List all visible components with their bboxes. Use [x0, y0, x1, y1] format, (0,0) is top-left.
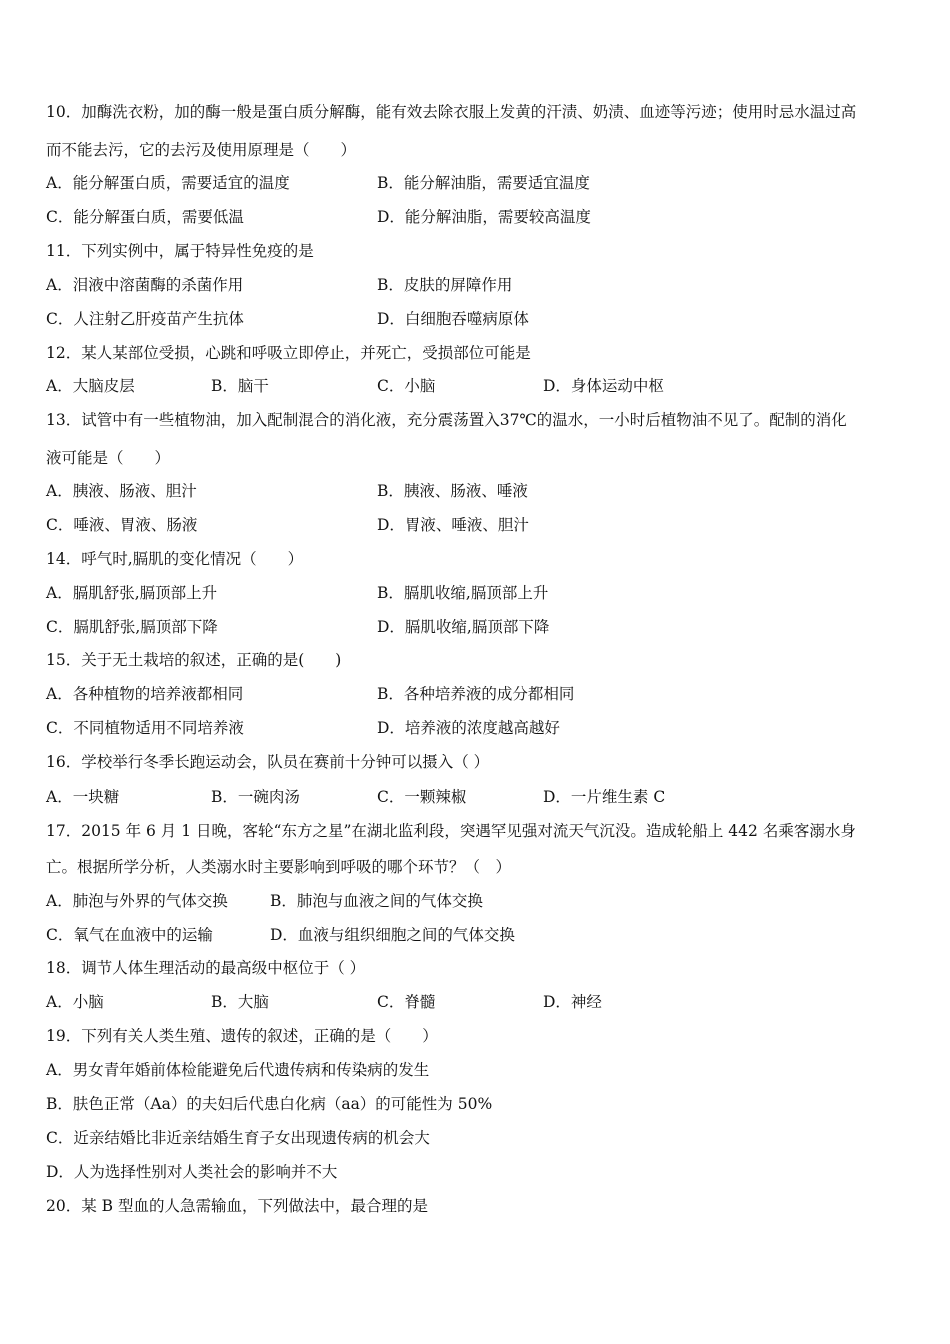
question-19-option-d: D．人为选择性别对人类社会的影响并不大 — [46, 1163, 338, 1181]
question-17-option-c: C．氧气在血液中的运输 — [46, 926, 213, 944]
question-11-stem: 11．下列实例中，属于特异性免疫的是 — [46, 242, 314, 260]
question-10-stem-line-2: 而不能去污，它的去污及使用原理是（ ） — [46, 141, 357, 159]
question-12-stem: 12．某人某部位受损，心跳和呼吸立即停止，并死亡，受损部位可能是 — [46, 344, 531, 362]
question-14-option-a: A．膈肌舒张,膈顶部上升 — [46, 584, 218, 602]
question-11-option-d: D．白细胞吞噬病原体 — [377, 310, 529, 328]
question-13-stem-line-2: 液可能是（ ） — [46, 449, 171, 467]
question-10-option-b: B．能分解油脂，需要适宜温度 — [377, 174, 590, 192]
question-16-option-a: A．一块糖 — [46, 788, 120, 806]
question-15-option-d: D．培养液的浓度越高越好 — [377, 719, 560, 737]
question-17-option-a: A．肺泡与外界的气体交换 — [46, 892, 228, 910]
question-15-option-a: A．各种植物的培养液都相同 — [46, 685, 244, 703]
question-17-stem-line-1: 17．2015 年 6 月 1 日晚，客轮“东方之星”在湖北监利段，突遇罕见强对流天气沉没。造成轮船上 442 名乘客溺水身 — [46, 822, 856, 840]
question-18-option-d: D．神经 — [543, 993, 602, 1011]
question-13-option-d: D．胃液、唾液、胆汁 — [377, 516, 529, 534]
question-16-option-c: C．一颗辣椒 — [377, 788, 467, 806]
question-14-option-d: D．膈肌收缩,膈顶部下降 — [377, 618, 550, 636]
question-16-option-b: B．一碗肉汤 — [211, 788, 300, 806]
question-10-option-c: C．能分解蛋白质，需要低温 — [46, 208, 244, 226]
question-15-option-b: B．各种培养液的成分都相同 — [377, 685, 575, 703]
question-11-option-c: C．人注射乙肝疫苗产生抗体 — [46, 310, 244, 328]
question-14-stem: 14．呼气时,膈肌的变化情况（ ） — [46, 550, 304, 568]
question-15-stem: 15．关于无土栽培的叙述，正确的是( ) — [46, 651, 342, 669]
question-14-option-c: C．膈肌舒张,膈顶部下降 — [46, 618, 218, 636]
question-10-stem-line-1: 10．加酶洗衣粉，加的酶一般是蛋白质分解酶，能有效去除衣服上发黄的汗渍、奶渍、血迹等污迹；使用时忌水温过高 — [46, 103, 857, 121]
question-11-option-b: B．皮肤的屏障作用 — [377, 276, 513, 294]
question-14-option-b: B．膈肌收缩,膈顶部上升 — [377, 584, 549, 602]
question-19-option-a: A．男女青年婚前体检能避免后代遗传病和传染病的发生 — [46, 1061, 430, 1079]
question-12-option-c: C．小脑 — [377, 377, 436, 395]
question-13-option-a: A．胰液、肠液、胆汁 — [46, 482, 197, 500]
question-19-option-b: B．肤色正常（Aa）的夫妇后代患白化病（aa）的可能性为 50% — [46, 1095, 493, 1113]
question-18-stem: 18．调节人体生理活动的最高级中枢位于（ ） — [46, 959, 366, 977]
question-10-option-a: A．能分解蛋白质，需要适宜的温度 — [46, 174, 290, 192]
question-13-option-b: B．胰液、肠液、唾液 — [377, 482, 528, 500]
question-12-option-b: B．脑干 — [211, 377, 269, 395]
question-12-option-a: A．大脑皮层 — [46, 377, 135, 395]
question-16-option-d: D．一片维生素 C — [543, 788, 666, 806]
question-19-stem: 19．下列有关人类生殖、遗传的叙述，正确的是（ ） — [46, 1027, 438, 1045]
question-18-option-c: C．脊髓 — [377, 993, 436, 1011]
question-17-stem-line-2: 亡。根据所学分析，人类溺水时主要影响到呼吸的哪个环节？（ ） — [46, 858, 512, 876]
question-16-stem: 16．学校举行冬季长跑运动会，队员在赛前十分钟可以摄入（ ） — [46, 753, 490, 771]
question-15-option-c: C．不同植物适用不同培养液 — [46, 719, 244, 737]
question-17-option-d: D．血液与组织细胞之间的气体交换 — [270, 926, 515, 944]
question-12-option-d: D．身体运动中枢 — [543, 377, 664, 395]
question-13-stem-line-1: 13．试管中有一些植物油，加入配制混合的消化液，充分震荡置入37℃的温水，一小时后植物油不见了。配制的消化 — [46, 411, 847, 429]
question-11-option-a: A．泪液中溶菌酶的杀菌作用 — [46, 276, 244, 294]
question-19-option-c: C．近亲结婚比非近亲结婚生育子女出现遗传病的机会大 — [46, 1129, 430, 1147]
question-18-option-b: B．大脑 — [211, 993, 269, 1011]
question-10-option-d: D．能分解油脂，需要较高温度 — [377, 208, 591, 226]
question-13-option-c: C．唾液、胃液、肠液 — [46, 516, 198, 534]
question-18-option-a: A．小脑 — [46, 993, 104, 1011]
question-17-option-b: B．肺泡与血液之间的气体交换 — [270, 892, 483, 910]
question-20-stem: 20．某 B 型血的人急需输血，下列做法中，最合理的是 — [46, 1197, 428, 1215]
